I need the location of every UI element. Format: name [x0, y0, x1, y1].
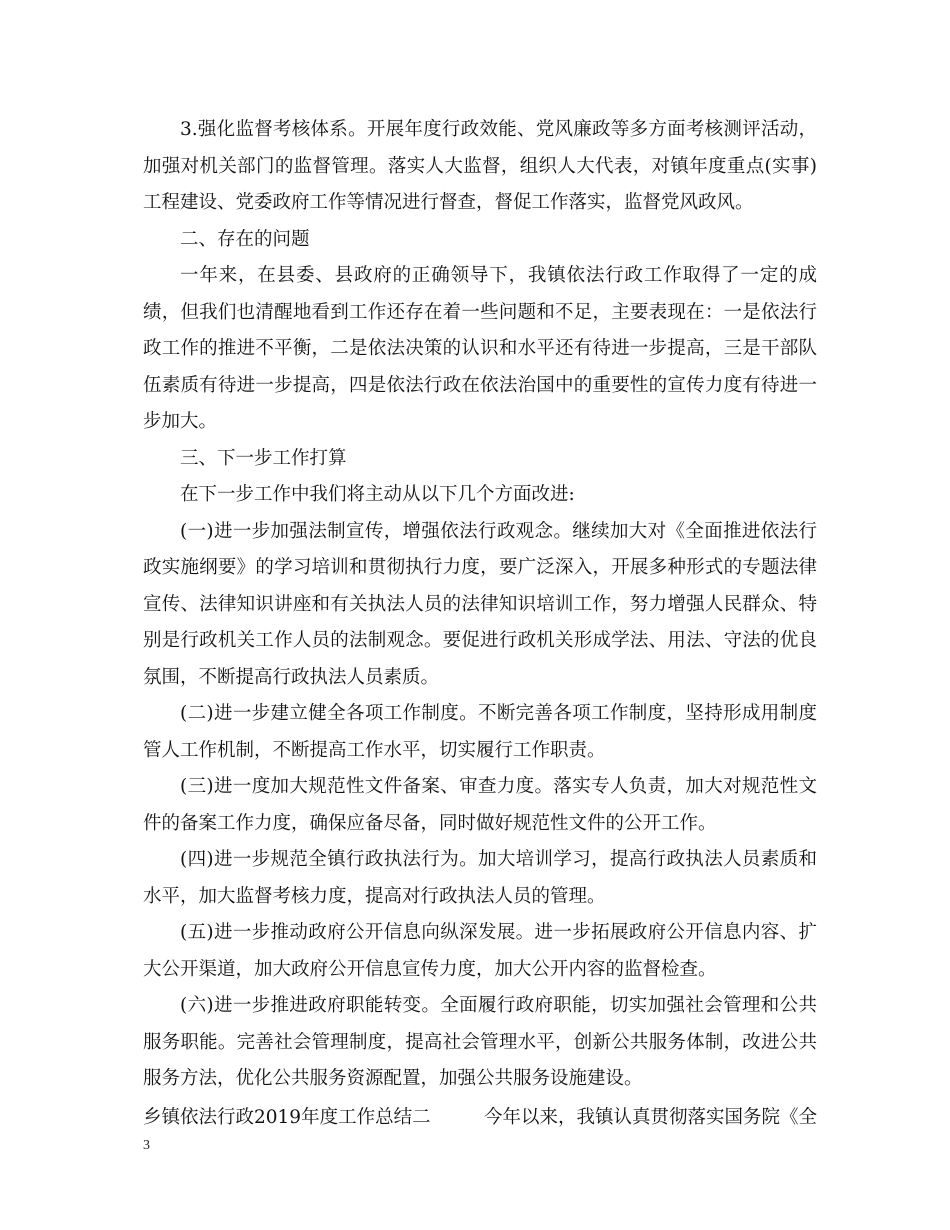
paragraph-item-4: (四)进一步规范全镇行政执法行为。加大培训学习，提高行政执法人员素质和水平，加大监督考核力度，提高对行政执法人员的管理。 [143, 849, 817, 907]
next-section-continuation: 今年以来，我镇认真贯彻落实国务院《全 [483, 1106, 817, 1128]
page-number: 3 [143, 1138, 150, 1153]
paragraph-item-3: (三)进一度加大规范性文件备案、审查力度。落实专人负责，加大对规范性文件的备案工作力度，确保应备尽备，同时做好规范性文件的公开工作。 [143, 776, 817, 834]
paragraph-problems: 一年来，在县委、县政府的正确领导下，我镇依法行政工作取得了一定的成绩，但我们也清醒地看到工作还存在着一些问题和不足，主要表现在：一是依法行政工作的推进不平衡，二是依法决策的认识和水平还有待进一步提高，三是干部队伍素质有待进一步提高，四是依法行政在依法治国中的重要性的宣传力度有待进一步加大。 [143, 265, 817, 432]
paragraph-item-6: (六)进一步推进政府职能转变。全面履行政府职能，切实加强社会管理和公共服务职能。完善社会管理制度，提高社会管理水平，创新公共服务体制，改进公共服务方法，优化公共服务资源配置，加强公共服务设施建设。 [143, 995, 817, 1089]
document-body [143, 112, 817, 1136]
heading-next-steps: 三、下一步工作打算 [180, 447, 347, 469]
paragraph-item-5: (五)进一步推动政府公开信息向纵深发展。进一步拓展政府公开信息内容、扩大公开渠道，加大政府公开信息宣传力度，加大公开内容的监督检查。 [143, 922, 817, 980]
next-section-title: 乡镇依法行政2019年度工作总结二 [143, 1106, 431, 1128]
next-section-line [143, 1100, 817, 1137]
paragraph-supervision: 3.强化监督考核体系。开展年度行政效能、党风廉政等多方面考核测评活动，加强对机关部门的监督管理。落实人大监督，组织人大代表，对镇年度重点(实事)工程建设、党委政府工作等情况进行督查，督促工作落实，监督党风政风。 [143, 119, 817, 213]
paragraph-item-1: (一)进一步加强法制宣传，增强依法行政观念。继续加大对《全面推进依法行政实施纲要》的学习培训和贯彻执行力度，要广泛深入，开展多种形式的专题法律宣传、法律知识讲座和有关执法人员的法律知识培训工作，努力增强人民群众、特别是行政机关工作人员的法制观念。要促进行政机关形成学法、用法、守法的优良氛围，不断提高行政执法人员素质。 [143, 520, 817, 688]
heading-existing-problems: 二、存在的问题 [180, 228, 310, 250]
paragraph-improvements-intro: 在下一步工作中我们将主动从以下几个方面改进: [180, 484, 575, 505]
paragraph-item-2: (二)进一步建立健全各项工作制度。不断完善各项工作制度，坚持形成用制度管人工作机制，不断提高工作水平，切实履行工作职责。 [143, 703, 817, 761]
